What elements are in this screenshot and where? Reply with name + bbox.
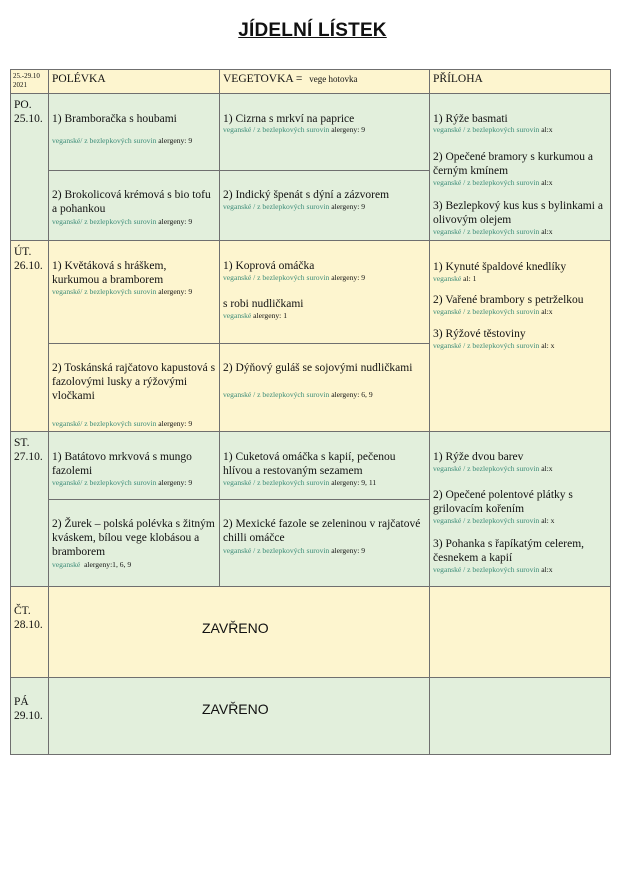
day-thursday <box>10 586 49 678</box>
dish-tags <box>223 202 365 212</box>
fri-closed-cell <box>48 677 430 755</box>
allergen-value: 9 <box>188 287 193 296</box>
allergen-value: al: x <box>541 341 555 350</box>
mon-soup-2 <box>48 170 220 241</box>
allergen-value: 6, 9 <box>361 390 373 399</box>
allergen-value: al: 1 <box>463 274 477 283</box>
dish-tags <box>433 227 553 237</box>
fri-sides-empty <box>429 677 611 755</box>
dish-name: 2) Žurek – polská polévka s žitným kváskem, bílou vege klobásou a bramborem <box>52 518 215 558</box>
wed-soup-1 <box>48 431 220 500</box>
day-friday <box>10 677 49 755</box>
allergen-value: 9 <box>188 136 193 145</box>
allergen-label: alergeny: <box>331 125 360 134</box>
vegan-tag: veganské / z bezlepkových surovin <box>223 546 330 555</box>
allergen-label: alergeny: <box>331 390 360 399</box>
allergen-value: al:x <box>541 125 553 134</box>
tue-veg-2 <box>219 343 430 432</box>
allergen-value: 9 <box>361 202 366 211</box>
dish-name: 2) Opečené polentové plátky s grilovacím kořením <box>433 489 573 515</box>
dish-name: 3) Pohanka s řapíkatým celerem, česnekem a kapií <box>433 538 585 564</box>
dish-tags <box>52 419 192 429</box>
day-name: ČT. <box>14 605 31 617</box>
closed-label: ZAVŘENO <box>202 620 269 636</box>
allergen-value: al: x <box>541 516 555 525</box>
allergen-label: alergeny: <box>331 273 360 282</box>
dish-tags <box>52 560 131 570</box>
allergen-label: alergeny: <box>331 202 360 211</box>
vegan-tag: veganské / z bezlepkových surovin <box>223 390 330 399</box>
dish-name: 2) Dýňový guláš se sojovými nudličkami <box>223 362 413 374</box>
mon-sides <box>429 93 611 241</box>
allergen-label: alergeny: <box>158 478 187 487</box>
allergen-label: alergeny: <box>331 546 360 555</box>
dish-name: 1) Kynuté špaldové knedlíky <box>433 261 567 273</box>
allergen-label: alergeny: <box>158 217 187 226</box>
dish-tags <box>433 464 553 474</box>
wed-veg-2 <box>219 499 430 587</box>
dish-tags <box>433 565 553 575</box>
vegan-tag: veganské / z bezlepkových surovin <box>433 464 540 473</box>
tue-veg-1 <box>219 240 430 344</box>
dish-name: 2) Vařené brambory s petrželkou <box>433 294 584 306</box>
vegan-tag: veganské / z bezlepkových surovin <box>433 178 540 187</box>
day-date: 29.10. <box>14 710 43 722</box>
header-soup: POLÉVKA <box>48 69 220 94</box>
allergen-label: alergeny: <box>158 136 187 145</box>
day-name: PÁ <box>14 696 29 708</box>
allergen-value: 9 <box>188 217 193 226</box>
vegan-tag: veganské <box>223 311 252 320</box>
vegan-tag: veganské/ z bezlepkových surovin <box>52 217 157 226</box>
vegan-tag: veganské / z bezlepkových surovin <box>223 273 330 282</box>
dish-name: 1) Cizrna s mrkví na paprice <box>223 113 355 125</box>
vegan-tag: veganské / z bezlepkových surovin <box>433 565 540 574</box>
header-veg <box>219 69 430 94</box>
allergen-value: 9, 11 <box>361 478 377 487</box>
wed-sides <box>429 431 611 587</box>
page-title: JÍDELNÍ LÍSTEK <box>238 20 387 41</box>
year: 2021 <box>13 81 27 89</box>
allergen-value: 9 <box>188 478 193 487</box>
vegan-tag: veganské <box>52 560 81 569</box>
header-date-range <box>10 69 49 94</box>
tue-soup-1 <box>48 240 220 344</box>
dish-tags <box>223 125 365 135</box>
allergen-label: alergeny: <box>253 311 282 320</box>
header-veg-note: vege hotovka <box>309 74 358 84</box>
allergen-value: 9 <box>361 273 366 282</box>
dish-tags <box>433 125 553 135</box>
day-date: 27.10. <box>14 451 43 463</box>
allergen-label: alergeny: <box>158 419 187 428</box>
allergen-value: al:x <box>541 565 553 574</box>
dish-name: 3) Bezlepkový kus kus s bylinkami a olivovým olejem <box>433 200 603 226</box>
dish-name: 2) Toskánská rajčatovo kapustová s fazolovými lusky a rýžovými vločkami <box>52 362 216 402</box>
dish-tags <box>223 390 373 400</box>
tue-sides <box>429 240 611 432</box>
dish-tags <box>223 273 365 283</box>
allergen-value: al:x <box>541 307 553 316</box>
wed-veg-1 <box>219 431 430 500</box>
allergen-value: alergeny:1, 6, 9 <box>84 560 132 569</box>
mon-soup-1 <box>48 93 220 171</box>
date-range: 25.-29.10 <box>13 72 40 80</box>
day-tuesday <box>10 240 49 432</box>
dish-name: 2) Indický špenát s dýní a zázvorem <box>223 189 390 201</box>
vegan-tag: veganské / z bezlepkových surovin <box>433 227 540 236</box>
allergen-value: 9 <box>361 125 366 134</box>
dish-tags <box>52 287 192 297</box>
closed-label: ZAVŘENO <box>202 701 269 717</box>
day-date: 28.10. <box>14 619 43 631</box>
day-name: ÚT. <box>14 246 32 258</box>
dish-name: 1) Bramboračka s houbami <box>52 113 177 125</box>
dish-tags <box>52 136 192 146</box>
vegan-tag: veganské <box>433 274 462 283</box>
vegan-tag: veganské / z bezlepkových surovin <box>223 125 330 134</box>
allergen-value: 1 <box>283 311 287 320</box>
dish-name: s robi nudličkami <box>223 298 304 310</box>
day-wednesday <box>10 431 49 587</box>
tue-soup-2 <box>48 343 220 432</box>
header-side: PŘÍLOHA <box>429 69 611 94</box>
dish-name: 1) Rýže dvou barev <box>433 451 524 463</box>
vegan-tag: veganské / z bezlepkových surovin <box>223 478 330 487</box>
mon-veg-1 <box>219 93 430 171</box>
vegan-tag: veganské / z bezlepkových surovin <box>433 307 540 316</box>
vegan-tag: veganské/ z bezlepkových surovin <box>52 478 157 487</box>
allergen-value: 9 <box>361 546 366 555</box>
dish-tags <box>433 178 553 188</box>
allergen-value: al:x <box>541 178 553 187</box>
day-date: 25.10. <box>14 113 43 125</box>
dish-tags <box>433 307 553 317</box>
header-veg-label: VEGETOVKA = <box>223 73 303 85</box>
thu-sides-empty <box>429 586 611 678</box>
dish-name: 1) Cuketová omáčka s kapií, pečenou hlívou a restovaným sezamem <box>223 451 396 477</box>
vegan-tag: veganské/ z bezlepkových surovin <box>52 419 157 428</box>
vegan-tag: veganské / z bezlepkových surovin <box>223 202 330 211</box>
dish-tags <box>223 546 365 556</box>
day-name: PO. <box>14 99 32 111</box>
vegan-tag: veganské/ z bezlepkových surovin <box>52 287 157 296</box>
dish-tags <box>433 274 476 284</box>
day-monday <box>10 93 49 241</box>
vegan-tag: veganské / z bezlepkových surovin <box>433 125 540 134</box>
dish-tags <box>433 341 554 351</box>
dish-name: 1) Rýže basmati <box>433 113 508 125</box>
dish-name: 1) Koprová omáčka <box>223 260 315 272</box>
dish-tags <box>52 217 192 227</box>
vegan-tag: veganské / z bezlepkových surovin <box>433 516 540 525</box>
allergen-label: alergeny: <box>158 287 187 296</box>
dish-tags <box>223 311 287 321</box>
allergen-value: al:x <box>541 227 553 236</box>
dish-name: 1) Batátovo mrkvová s mungo fazolemi <box>52 451 192 477</box>
day-date: 26.10. <box>14 260 43 272</box>
day-name: ST. <box>14 437 30 449</box>
allergen-value: 9 <box>188 419 193 428</box>
dish-name: 2) Mexické fazole se zeleninou v rajčatové chilli omáčce <box>223 518 421 544</box>
wed-soup-2 <box>48 499 220 587</box>
thu-closed-cell <box>48 586 430 678</box>
vegan-tag: veganské / z bezlepkových surovin <box>433 341 540 350</box>
dish-tags <box>223 478 376 488</box>
dish-name: 2) Opečené bramory s kurkumou a černým kmínem <box>433 151 593 177</box>
dish-name: 1) Květáková s hráškem, kurkumou a bramborem <box>52 260 167 286</box>
allergen-label: alergeny: <box>331 478 360 487</box>
dish-name: 2) Brokolicová krémová s bio tofu a pohankou <box>52 189 211 215</box>
vegan-tag: veganské/ z bezlepkových surovin <box>52 136 157 145</box>
dish-tags <box>52 478 192 488</box>
dish-name: 3) Rýžové těstoviny <box>433 328 526 340</box>
mon-veg-2 <box>219 170 430 241</box>
allergen-value: al:x <box>541 464 553 473</box>
dish-tags <box>433 516 554 526</box>
